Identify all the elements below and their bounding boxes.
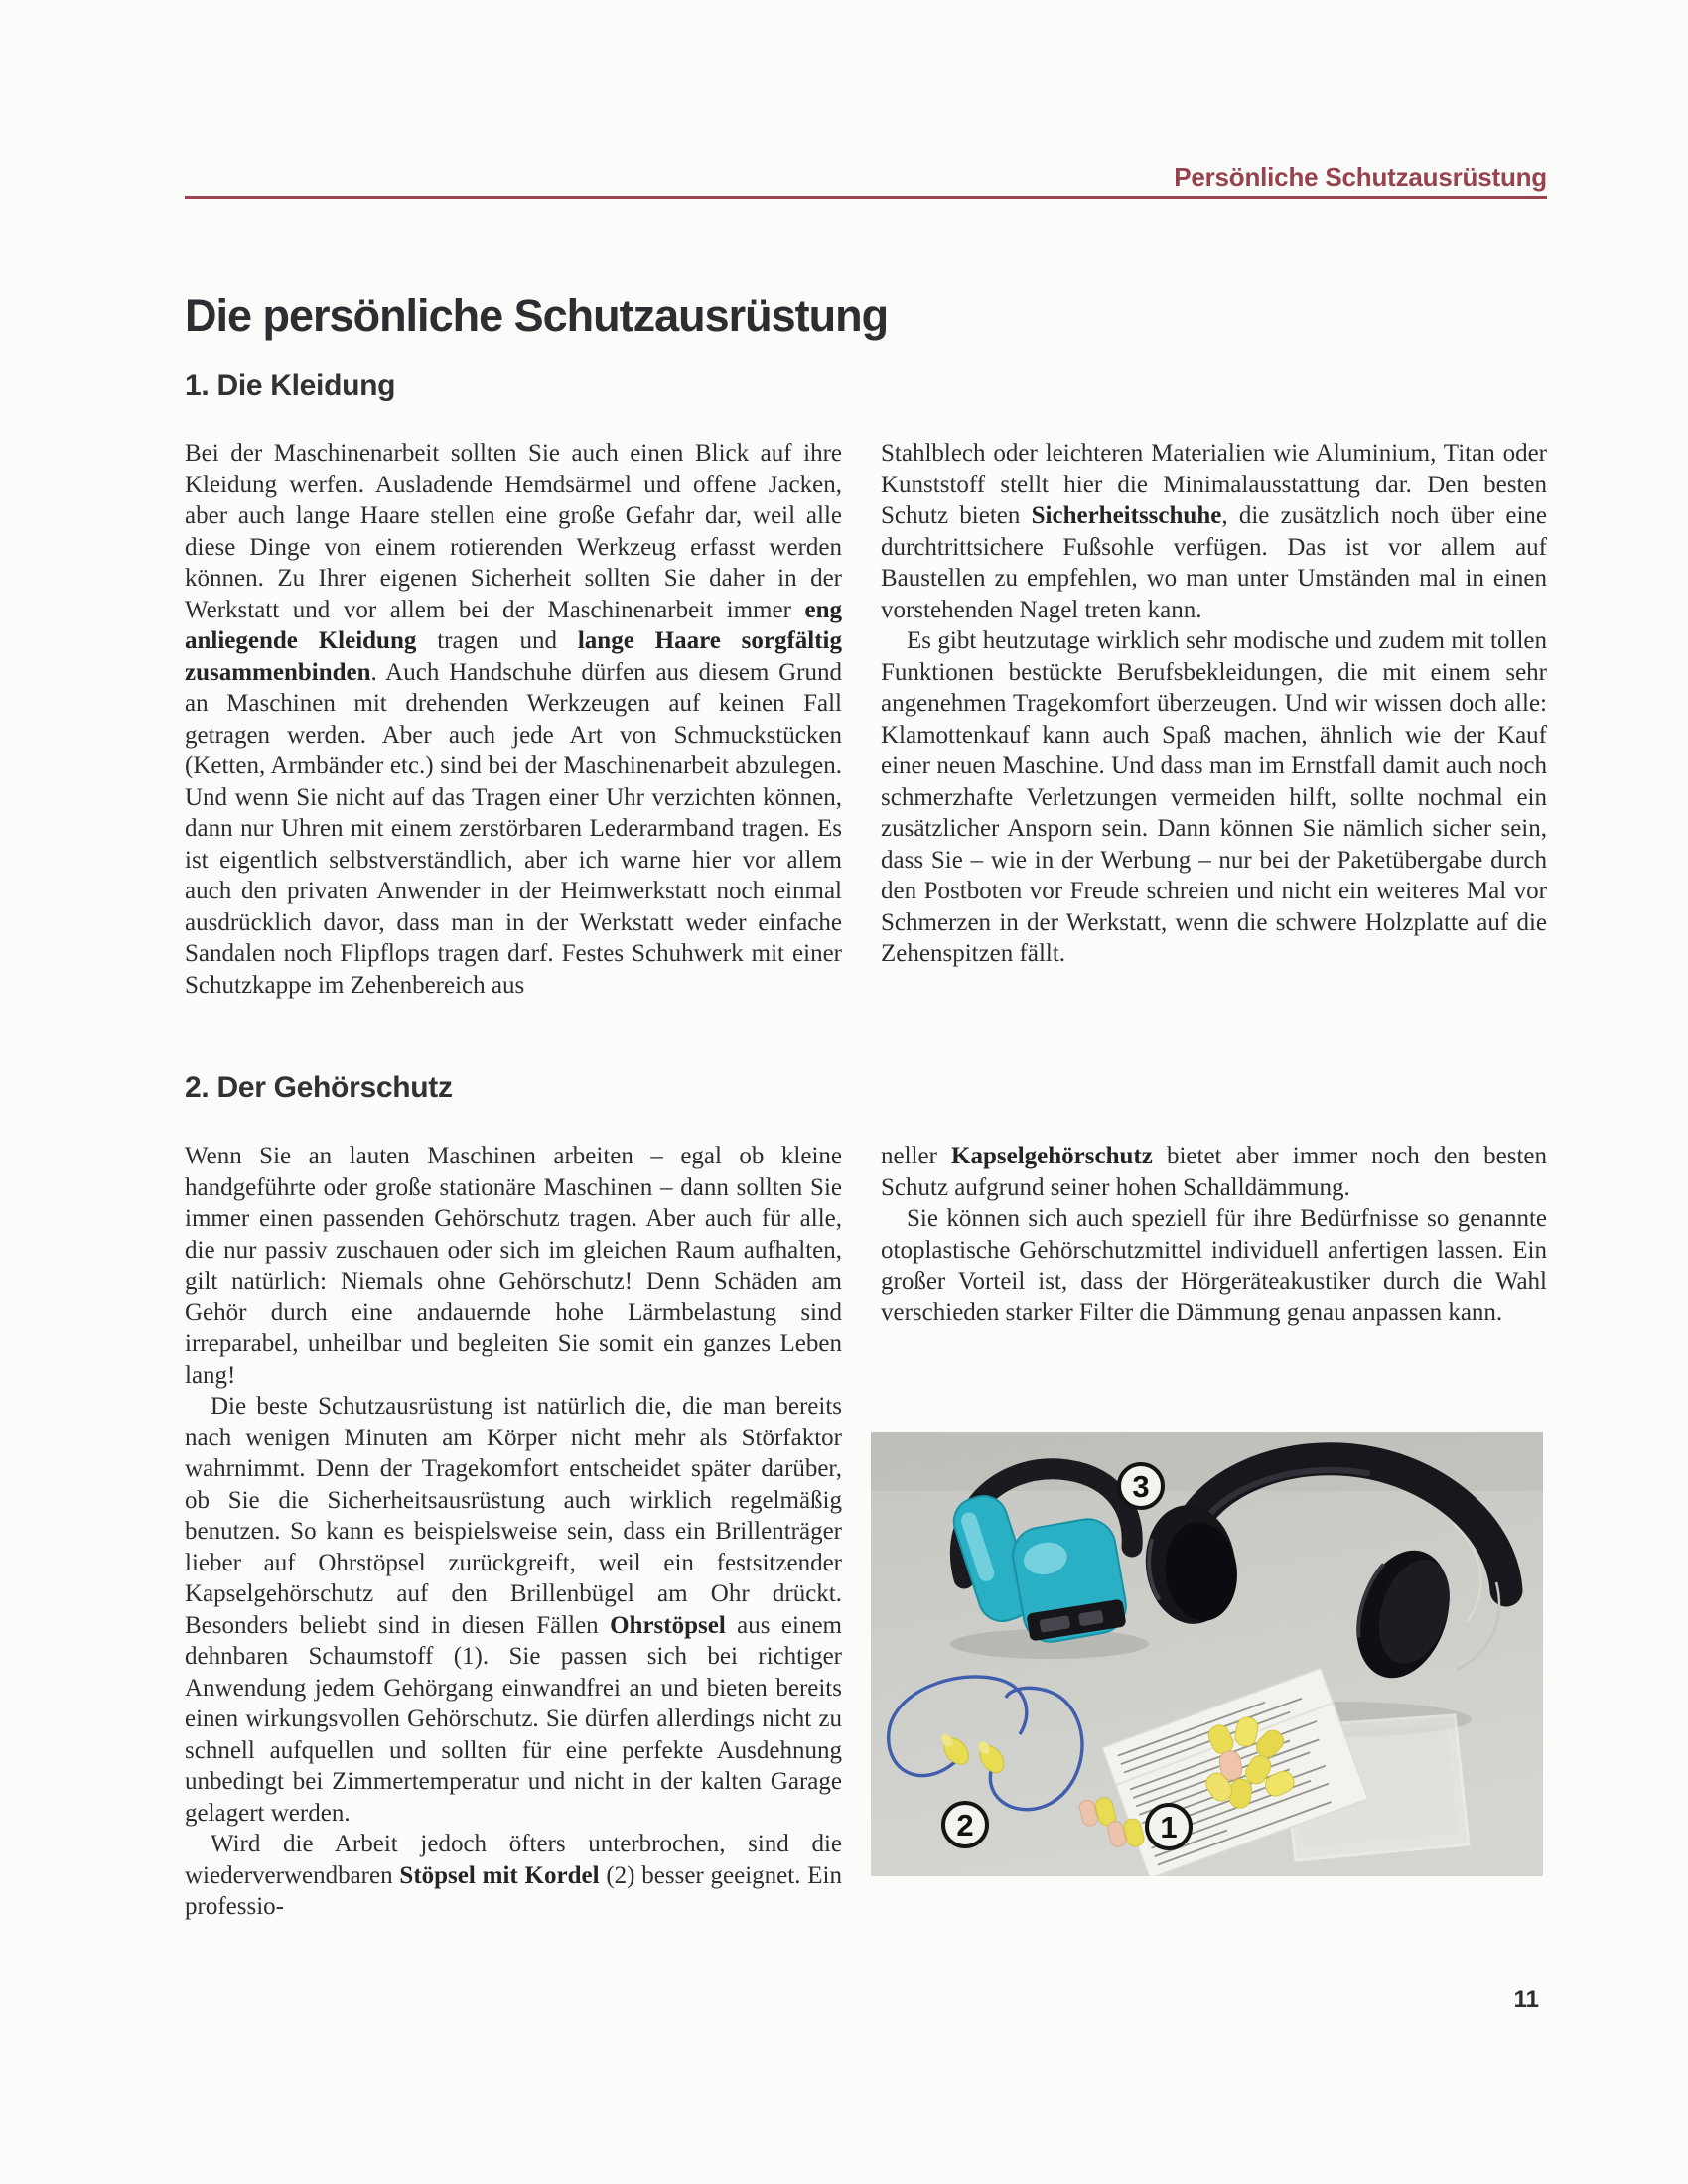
text-run: . Auch Handschuhe dürfen aus diesem Grund an Maschinen mit drehenden Werkzeugen auf keinen Fall getragen werden. Aber auch jede Art von Schmuckstücken (Ketten, Armbänder etc.) sind bei der Maschinenarbeit abzulegen. Und wenn Sie nicht auf das Tragen einer Uhr verzichten können, dann nur Uhren mit einem zerstörbaren Lederarmband tragen. Es ist eigentlich selbstverständlich, aber ich warne hier vor allem auch den privaten Anwender in der Heimwerkstatt noch einmal ausdrücklich davor, dass man in der Werkstatt weder einfache Sandalen noch Flipflops tragen darf. Festes Schuhwerk mit einer Schutzkappe im Zehenbereich aus: [185, 658, 842, 999]
section-heading-gehoerschutz: 2. Der Gehörschutz: [185, 1071, 453, 1104]
text-run: (2) besser geeignet. Ein professio-: [185, 1861, 842, 1920]
paragraph: [185, 1141, 842, 1391]
text-run: bietet aber immer noch den besten Schutz aufgrund seiner hohen Schalldämmung.: [881, 1143, 1547, 1201]
text-run: Wenn Sie an lauten Maschinen arbeiten – egal ob kleine handgeführte oder große stationäre Maschinen – dann sollten Sie immer einen passenden Gehörschutz tragen. Aber auch für alle, die nur passiv zuschauen oder sich im gleichen Raum aufhalten, gilt natürlich: Niemals ohne Gehörschutz! Denn Schäden am Gehör durch eine andauernde hohe Lärmbelastung sind irreparabel, unheilbar und begleiten Sie somit ein ganzes Leben lang!: [185, 1143, 842, 1389]
paragraph: [185, 1391, 842, 1829]
text-run: Es gibt heutzutage wirklich sehr modische und zudem mit tollen Funktionen bestückte Berufsbekleidungen, die mit einem sehr angenehmen Tragekomfort überzeugen. Und wir wissen doch alle: Klamottenkauf kann auch Spaß machen, ähnlich wie der Kauf einer neuen Maschine. Und dass man im Ernstfall damit auch noch schmerzhafte Verletzungen vermeiden hilft, sollte nochmal ein zusätzlicher Ansporn sein. Dann können Sie nämlich sicher sein, dass Sie – wie in der Werbung – nur bei der Paketübergabe durch den Postboten vor Freude schreien und nicht ein weiteres Mal vor Schmerzen in der Werkstatt, wenn die schwere Holzplatte auf die Zehenspitzen fällt.: [881, 627, 1547, 967]
paragraph: [881, 1141, 1547, 1203]
text-run: Stahlblech oder leichteren Materialien wie Aluminium, Titan oder Kunststoff stellt hier die Minimalausstattung dar. Den besten Schutz bieten: [881, 440, 1547, 529]
photo-canvas: [871, 1432, 1543, 1876]
paragraph: [185, 1829, 842, 1923]
figure-label-2: [943, 1803, 987, 1846]
paragraph: [881, 438, 1547, 625]
figure-label-3: [1119, 1464, 1163, 1508]
text-run: Die beste Schutzausrüstung ist natürlich die, die man bereits nach wenigen Minuten am Körper nicht mehr als Störfaktor wahrnimmt. Denn der Tragekomfort entscheidet später darüber, ob Sie die Sicherheitsausrüstung auch wirklich regelmäßig benutzen. So kann es beispielsweise sein, dass ein Brillenträger lieber auf Ohrstöpsel zurückgreift, weil ein festsitzender Kapselgehörschutz auf den Brillenbügel am Ohr drückt. Besonders beliebt sind in diesen Fällen: [185, 1393, 842, 1639]
running-header: Persönliche Schutzausrüstung: [1174, 162, 1547, 192]
section1-right-column: [881, 438, 1547, 970]
text-run: tragen und: [416, 627, 578, 654]
section2-left-column: [185, 1141, 842, 1923]
figure-hearing-protection-photo: [871, 1432, 1543, 1876]
section1-left-column: [185, 438, 842, 1001]
text-run: aus einem dehnbaren Schaumstoff (1). Sie passen sich bei richtiger Anwendung jedem Gehörgang einwandfrei an und bieten bereits einen wirkungsvollen Gehörschutz. Sie dürfen allerdings nicht zu schnell aufquellen und sollten für eine perfekte Ausdehnung unbedingt bei Zimmertemperatur und nicht in der kalten Garage gelagert werden.: [185, 1611, 842, 1827]
figure-label-1-number: 1: [1160, 1810, 1178, 1844]
section2-right-column: [881, 1141, 1547, 1328]
paragraph: [185, 438, 842, 1001]
figure-label-3-number: 3: [1132, 1469, 1150, 1504]
paragraph: [881, 1203, 1547, 1328]
text-run: neller: [881, 1143, 952, 1169]
text-run: , die zusätzlich noch über eine durchtrittsichere Fußsohle verfügen. Das ist vor allem auf Baustellen zu empfehlen, wo man unter Umständen mal in einen vorstehenden Nagel treten kann.: [881, 502, 1547, 623]
paragraph: [881, 625, 1547, 970]
bold-text: Stöpsel mit Kordel: [399, 1861, 600, 1889]
text-run: Wird die Arbeit jedoch öfters unterbrochen, sind die wiederverwendbaren: [185, 1831, 842, 1889]
bold-text: lange Haare sorgfältig zusammenbinden: [185, 627, 843, 686]
figure-label-2-number: 2: [956, 1808, 974, 1843]
figure-label-1: [1147, 1805, 1191, 1848]
bold-text: Sicherheitsschuhe: [1031, 502, 1222, 529]
page-number: 11: [1513, 1986, 1539, 2013]
bold-text: eng anliegende Kleidung: [185, 596, 842, 654]
section-heading-kleidung: 1. Die Kleidung: [185, 369, 396, 402]
bold-text: Ohrstöpsel: [610, 1611, 726, 1639]
text-run: Bei der Maschinenarbeit sollten Sie auch einen Blick auf ihre Kleidung werfen. Ausladende Hemdsärmel und offene Jacken, aber auch lange Haare stellen eine große Gefahr dar, weil alle diese Dinge von einem rotierenden Werkzeug erfasst werden können. Zu Ihrer eigenen Sicherheit sollten Sie daher in der Werkstatt und vor allem bei der Maschinenarbeit immer: [185, 440, 842, 623]
bold-text: Kapselgehörschutz: [951, 1143, 1153, 1169]
text-run: Sie können sich auch speziell für ihre Bedürfnisse so genannte otoplastische Gehörschutzmittel individuell anfertigen lassen. Ein großer Vorteil ist, dass der Hörgeräteakustiker durch die Wahl verschieden starker Filter die Dämmung genau anpassen kann.: [881, 1205, 1547, 1326]
page-title: Die persönliche Schutzausrüstung: [185, 290, 889, 341]
header-rule: [185, 196, 1547, 199]
